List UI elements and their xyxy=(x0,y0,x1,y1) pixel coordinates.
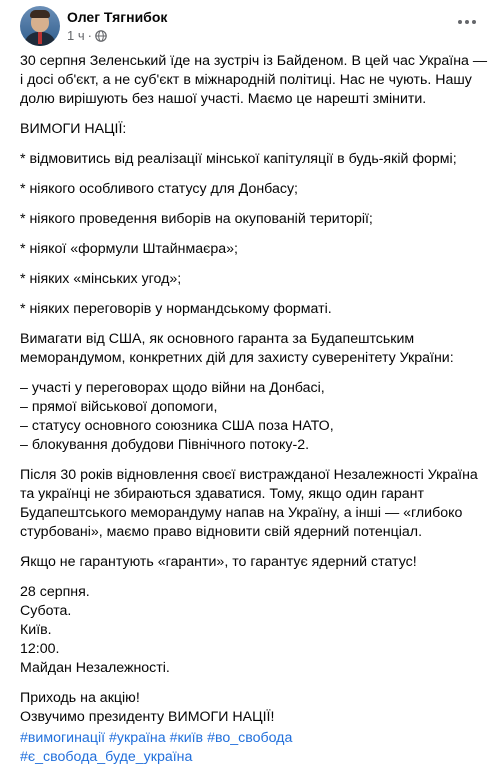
demand-item: * ніякого особливого статусу для Донбасу; xyxy=(20,181,298,197)
hashtags xyxy=(20,729,489,767)
hashtag-link[interactable]: #є_свобода_буде_україна xyxy=(20,749,193,765)
hashtag-link[interactable]: #україна xyxy=(109,730,166,746)
demand-item: * ніяких «мінських угод»; xyxy=(20,271,182,287)
globe-icon[interactable] xyxy=(95,30,107,42)
event-day: Субота. xyxy=(20,603,72,619)
demand-item: * ніякої «формули Штайнмаєра»; xyxy=(20,241,238,257)
call-line: Озвучимо президенту ВИМОГИ НАЦІЇ! xyxy=(20,709,275,725)
hashtag-link[interactable]: #київ xyxy=(169,730,204,746)
guarantee-line: Якщо не гарантують «гаранти», то гарантує ядерний статус! xyxy=(20,554,417,570)
hashtag-link[interactable]: #во_свобода xyxy=(207,730,293,746)
post-meta xyxy=(67,28,107,43)
post-header xyxy=(20,6,485,46)
post-body xyxy=(20,52,489,767)
usa-item: – статусу основного союзника США поза НАТО, xyxy=(20,418,334,434)
demands-title: ВИМОГИ НАЦІЇ: xyxy=(20,121,127,137)
event-time: 12:00. xyxy=(20,641,60,657)
call-line: Приходь на акцію! xyxy=(20,690,140,706)
event-date: 28 серпня. xyxy=(20,584,90,600)
author-name[interactable]: Олег Тягнибок xyxy=(67,9,168,25)
intro-paragraph: 30 серпня Зеленський їде на зустріч із Байденом. В цей час Україна — і досі об'єкт, а не суб'єкт в міжнародній політиці. Нас не чують. Нашу долю вирішують без нашої участі. Маємо це нарешті змінити. xyxy=(20,53,488,107)
usa-item: – участі у переговорах щодо війни на Донбасі, xyxy=(20,380,325,396)
demand-item: * ніякого проведення виборів на окупованій території; xyxy=(20,211,373,227)
event-city: Київ. xyxy=(20,622,52,638)
post-time[interactable]: 1 ч xyxy=(67,28,85,43)
event-place: Майдан Незалежності. xyxy=(20,660,170,676)
hashtag-link[interactable]: #вимогинації xyxy=(20,730,106,746)
usa-item: – прямої військової допомоги, xyxy=(20,399,218,415)
independence-paragraph: Після 30 років відновлення своєї вистражданої Незалежності Україна та українці не збираються здаватися. Тому, якщо один гарант Будапештського меморандуму напав на Україну, а інші — «глибоко стурбовані», маємо право відновити свій ядерний потенціал. xyxy=(20,467,478,540)
usa-paragraph: Вимагати від США, як основного гаранта за Будапештським меморандумом, конкретних дій для захисту суверенітету України: xyxy=(20,331,454,366)
more-horizontal-icon[interactable] xyxy=(455,12,479,32)
demand-item: * ніяких переговорів у нормандському форматі. xyxy=(20,301,332,317)
demand-item: * відмовитись від реалізації мінської капітуляції в будь-якій формі; xyxy=(20,151,457,167)
meta-separator: · xyxy=(87,28,92,43)
usa-item: – блокування добудови Північного потоку-2. xyxy=(20,437,310,453)
author-avatar[interactable] xyxy=(20,6,60,46)
